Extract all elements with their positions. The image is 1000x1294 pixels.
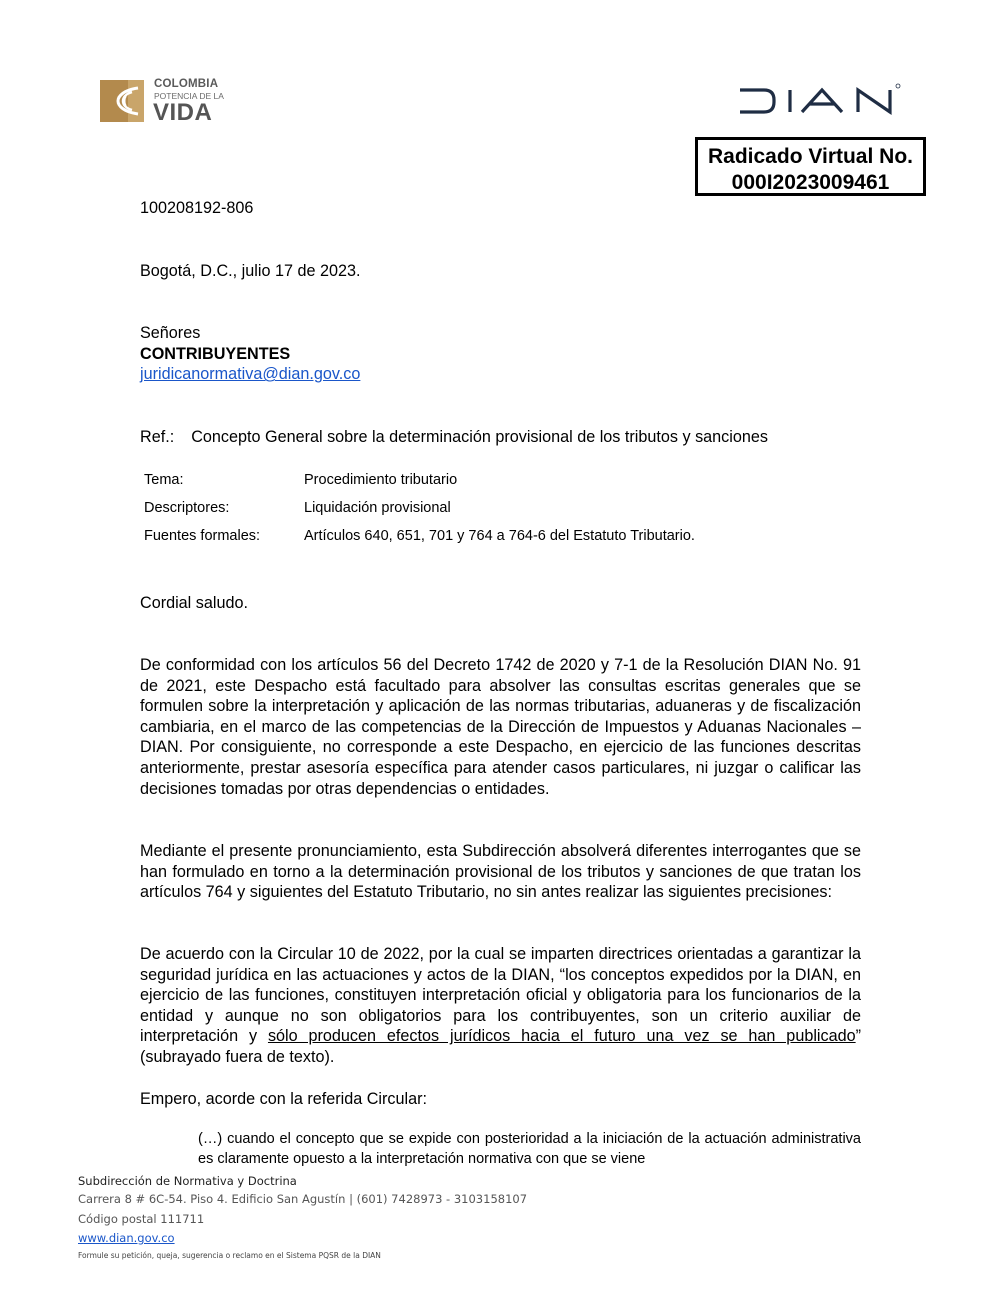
document-number: 100208192-806 — [140, 199, 254, 217]
paragraph-pronouncement: Mediante el presente pronunciamiento, esta Subdirección absolverá diferentes interrogantes que se han formulado en torno a la determinación provisional de los tributos y sanciones de que tratan los artículos 764 y siguientes del Estatuto Tributario, no sin antes realizar las siguientes precisiones: — [140, 842, 861, 902]
paragraph-empero: Empero, acorde con la referida Circular: — [140, 1090, 428, 1108]
colombia-potencia-de-la-vida-logo — [98, 76, 230, 126]
footer-office: Subdirección de Normativa y Doctrina — [78, 1174, 297, 1188]
greeting: Cordial saludo. — [140, 594, 248, 612]
ref-label: Ref.: — [140, 428, 175, 446]
logo-text-colombia: COLOMBIA — [154, 78, 219, 90]
metadata-table — [144, 466, 844, 550]
logo-text-vida: VIDA — [153, 99, 213, 126]
meta-label-fuentes: Fuentes formales: — [144, 528, 261, 544]
paragraph-competence: De conformidad con los artículos 56 del Decreto 1742 de 2020 y 7-1 de la Resolución DIAN No. 91 de 2021, este Despacho está facultado para absolver las consultas escritas generales que se formulen sobre la interpretación y aplicación de las normas tributarias, aduaneras y de fiscalización cambiaria, en el marco de las competencias de la Dirección de Impuestos y Aduanas Nacionales – DIAN. Por consiguiente, no corresponde a este Despacho, en ejercicio de las funciones descritas anteriormente, prestar asesoría específica para atender casos particulares, ni juzgar o calificar las decisiones tomadas por otras dependencias o entidades. — [140, 656, 861, 798]
recipient-name: CONTRIBUYENTES — [140, 344, 291, 363]
footer-address: Carrera 8 # 6C-54. Piso 4. Edificio San Agustín | (601) 7428973 - 3103158107 — [78, 1192, 528, 1206]
meta-value-tema: Procedimiento tributario — [304, 472, 458, 488]
dian-logo — [738, 82, 903, 120]
meta-value-fuentes: Artículos 640, 651, 701 y 764 a 764-6 del Estatuto Tributario. — [304, 528, 695, 544]
radicado-number: 000I2023009461 — [731, 171, 890, 194]
paragraph-circular — [140, 944, 861, 1068]
radicado-box — [695, 137, 926, 196]
colombia-logo-mark-icon — [98, 78, 146, 124]
salutation: Señores — [140, 324, 201, 342]
circular-text-start: De acuerdo con la Circular 10 de 2022, por la cual se imparten directrices orientadas a garantizar la seguridad jurídica en las actuaciones y actos de la DIAN, “los conceptos expedidos por la DIAN, en ejercicio de las funciones, constituyen interpretación oficial y obligatoria para los funcionarios de la entidad y aunque no son obligatorios para los contribuyentes, son un criterio auxiliar de interpretación y — [140, 945, 861, 1046]
circular-text-end: ” (subrayado fuera de texto). — [140, 1027, 862, 1066]
ref-text: Concepto General sobre la determinación provisional de los tributos y sanciones — [191, 428, 768, 446]
footer-website-link[interactable]: www.dian.gov.co — [78, 1231, 175, 1245]
logo-text-potencia: POTENCIA DE LA — [154, 91, 224, 101]
page-footer — [78, 1172, 678, 1263]
radicado-label: Radicado Virtual No. — [708, 145, 913, 168]
footer-postal-code: Código postal 111711 — [78, 1211, 205, 1226]
meta-value-descriptores: Liquidación provisional — [304, 500, 451, 516]
footer-pqsr-note: Formule su petición, queja, sugerencia o reclamo en el Sistema PQSR de la DIAN — [78, 1250, 381, 1260]
place-date: Bogotá, D.C., julio 17 de 2023. — [140, 262, 361, 280]
meta-label-tema: Tema: — [144, 472, 184, 488]
circular-underlined-text: sólo producen efectos jurídicos hacia el futuro una vez se han publicado — [267, 1027, 856, 1046]
block-quote: (…) cuando el concepto que se expide con posterioridad a la iniciación de la actuación administrativa es claramente opuesto a la interpretación normativa con que se viene — [198, 1131, 861, 1167]
recipient-block — [140, 323, 861, 385]
meta-label-descriptores: Descriptores: — [144, 500, 230, 516]
recipient-email-link[interactable]: juridicanormativa@dian.gov.co — [140, 365, 361, 384]
reference-line — [140, 427, 861, 448]
